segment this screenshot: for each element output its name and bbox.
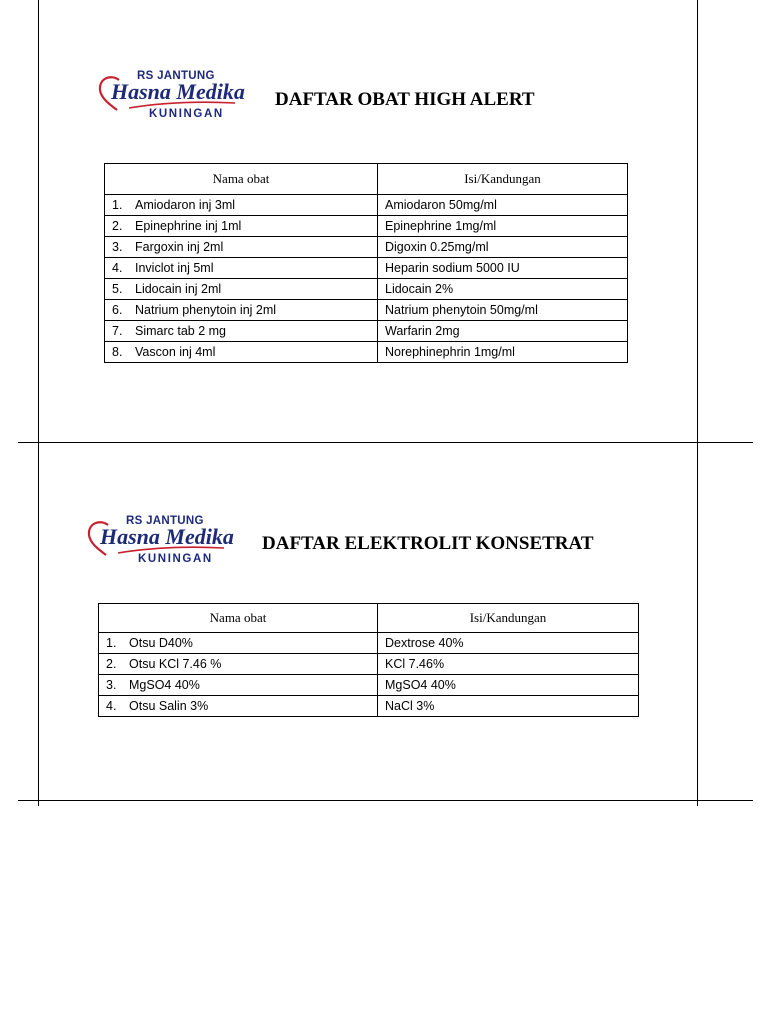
drug-content-cell: MgSO4 40% [378, 675, 639, 696]
drug-name: Epinephrine inj 1ml [135, 219, 242, 233]
electrolyte-table [98, 603, 639, 717]
left-border-line [38, 0, 39, 806]
drug-name-cell [99, 696, 378, 717]
drug-content-cell: Dextrose 40% [378, 633, 639, 654]
row-number: 2. [112, 219, 123, 233]
header-name: Nama obat [105, 164, 378, 195]
header-content: Isi/Kandungan [378, 164, 628, 195]
drug-content-cell: Amiodaron 50mg/ml [378, 195, 628, 216]
row-number: 8. [112, 345, 123, 359]
section2-title: DAFTAR ELEKTROLIT KONSETRAT [262, 533, 594, 554]
table-row [99, 633, 639, 654]
hospital-name: Hasna Medika [100, 524, 234, 549]
high-alert-table [104, 163, 628, 363]
hospital-name: Hasna Medika [111, 79, 245, 104]
row-number: 1. [106, 636, 117, 650]
table-row [105, 195, 628, 216]
drug-name: Natrium phenytoin inj 2ml [135, 303, 277, 317]
drug-content-cell: Epinephrine 1mg/ml [378, 216, 628, 237]
drug-name: Fargoxin inj 2ml [135, 240, 224, 254]
drug-name-cell [105, 195, 378, 216]
row-number: 4. [112, 261, 123, 275]
table-row [105, 237, 628, 258]
right-border-line [697, 0, 698, 806]
header-content: Isi/Kandungan [378, 604, 639, 633]
drug-name-cell [105, 279, 378, 300]
drug-name: Otsu KCl 7.46 % [129, 657, 222, 671]
drug-content-cell: Norephinephrin 1mg/ml [378, 342, 628, 363]
drug-content-cell: Warfarin 2mg [378, 321, 628, 342]
drug-content-cell: NaCl 3% [378, 696, 639, 717]
header-name: Nama obat [99, 604, 378, 633]
row-number: 5. [112, 282, 123, 296]
drug-content-cell: Heparin sodium 5000 IU [378, 258, 628, 279]
drug-content-cell: Lidocain 2% [378, 279, 628, 300]
cut-line-1 [18, 442, 753, 443]
hospital-logo [97, 70, 257, 130]
table-row [105, 258, 628, 279]
drug-name-cell [105, 258, 378, 279]
drug-name: Vascon inj 4ml [135, 345, 216, 359]
row-number: 1. [112, 198, 123, 212]
drug-name: Otsu Salin 3% [129, 699, 209, 713]
row-number: 3. [112, 240, 123, 254]
table-row [105, 321, 628, 342]
drug-name-cell [105, 342, 378, 363]
drug-name: Otsu D40% [129, 636, 193, 650]
row-number: 4. [106, 699, 117, 713]
cut-line-2 [18, 800, 753, 801]
drug-name-cell [99, 654, 378, 675]
row-number: 6. [112, 303, 123, 317]
row-number: 3. [106, 678, 117, 692]
table-row [105, 342, 628, 363]
section1-title: DAFTAR OBAT HIGH ALERT [275, 89, 535, 110]
drug-name: Amiodaron inj 3ml [135, 198, 236, 212]
drug-name-cell [105, 300, 378, 321]
row-number: 7. [112, 324, 123, 338]
hospital-city: KUNINGAN [149, 108, 224, 120]
drug-name: Lidocain inj 2ml [135, 282, 222, 296]
drug-content-cell: KCl 7.46% [378, 654, 639, 675]
drug-name: Inviclot inj 5ml [135, 261, 214, 275]
drug-name-cell [99, 633, 378, 654]
drug-name: Simarc tab 2 mg [135, 324, 227, 338]
row-number: 2. [106, 657, 117, 671]
drug-content-cell: Digoxin 0.25mg/ml [378, 237, 628, 258]
drug-name-cell [105, 321, 378, 342]
table-header-row [105, 164, 628, 195]
drug-name-cell [99, 675, 378, 696]
table-row [105, 300, 628, 321]
hospital-line1: RS JANTUNG [137, 70, 215, 82]
drug-content-cell: Natrium phenytoin 50mg/ml [378, 300, 628, 321]
drug-name-cell [105, 216, 378, 237]
hospital-line1: RS JANTUNG [126, 515, 204, 527]
drug-name-cell [105, 237, 378, 258]
table-row [99, 675, 639, 696]
drug-name: MgSO4 40% [129, 678, 200, 692]
hospital-logo [86, 515, 246, 575]
table-row [99, 696, 639, 717]
table-header-row [99, 604, 639, 633]
table-row [99, 654, 639, 675]
hospital-city: KUNINGAN [138, 553, 213, 565]
table-row [105, 216, 628, 237]
table-row [105, 279, 628, 300]
